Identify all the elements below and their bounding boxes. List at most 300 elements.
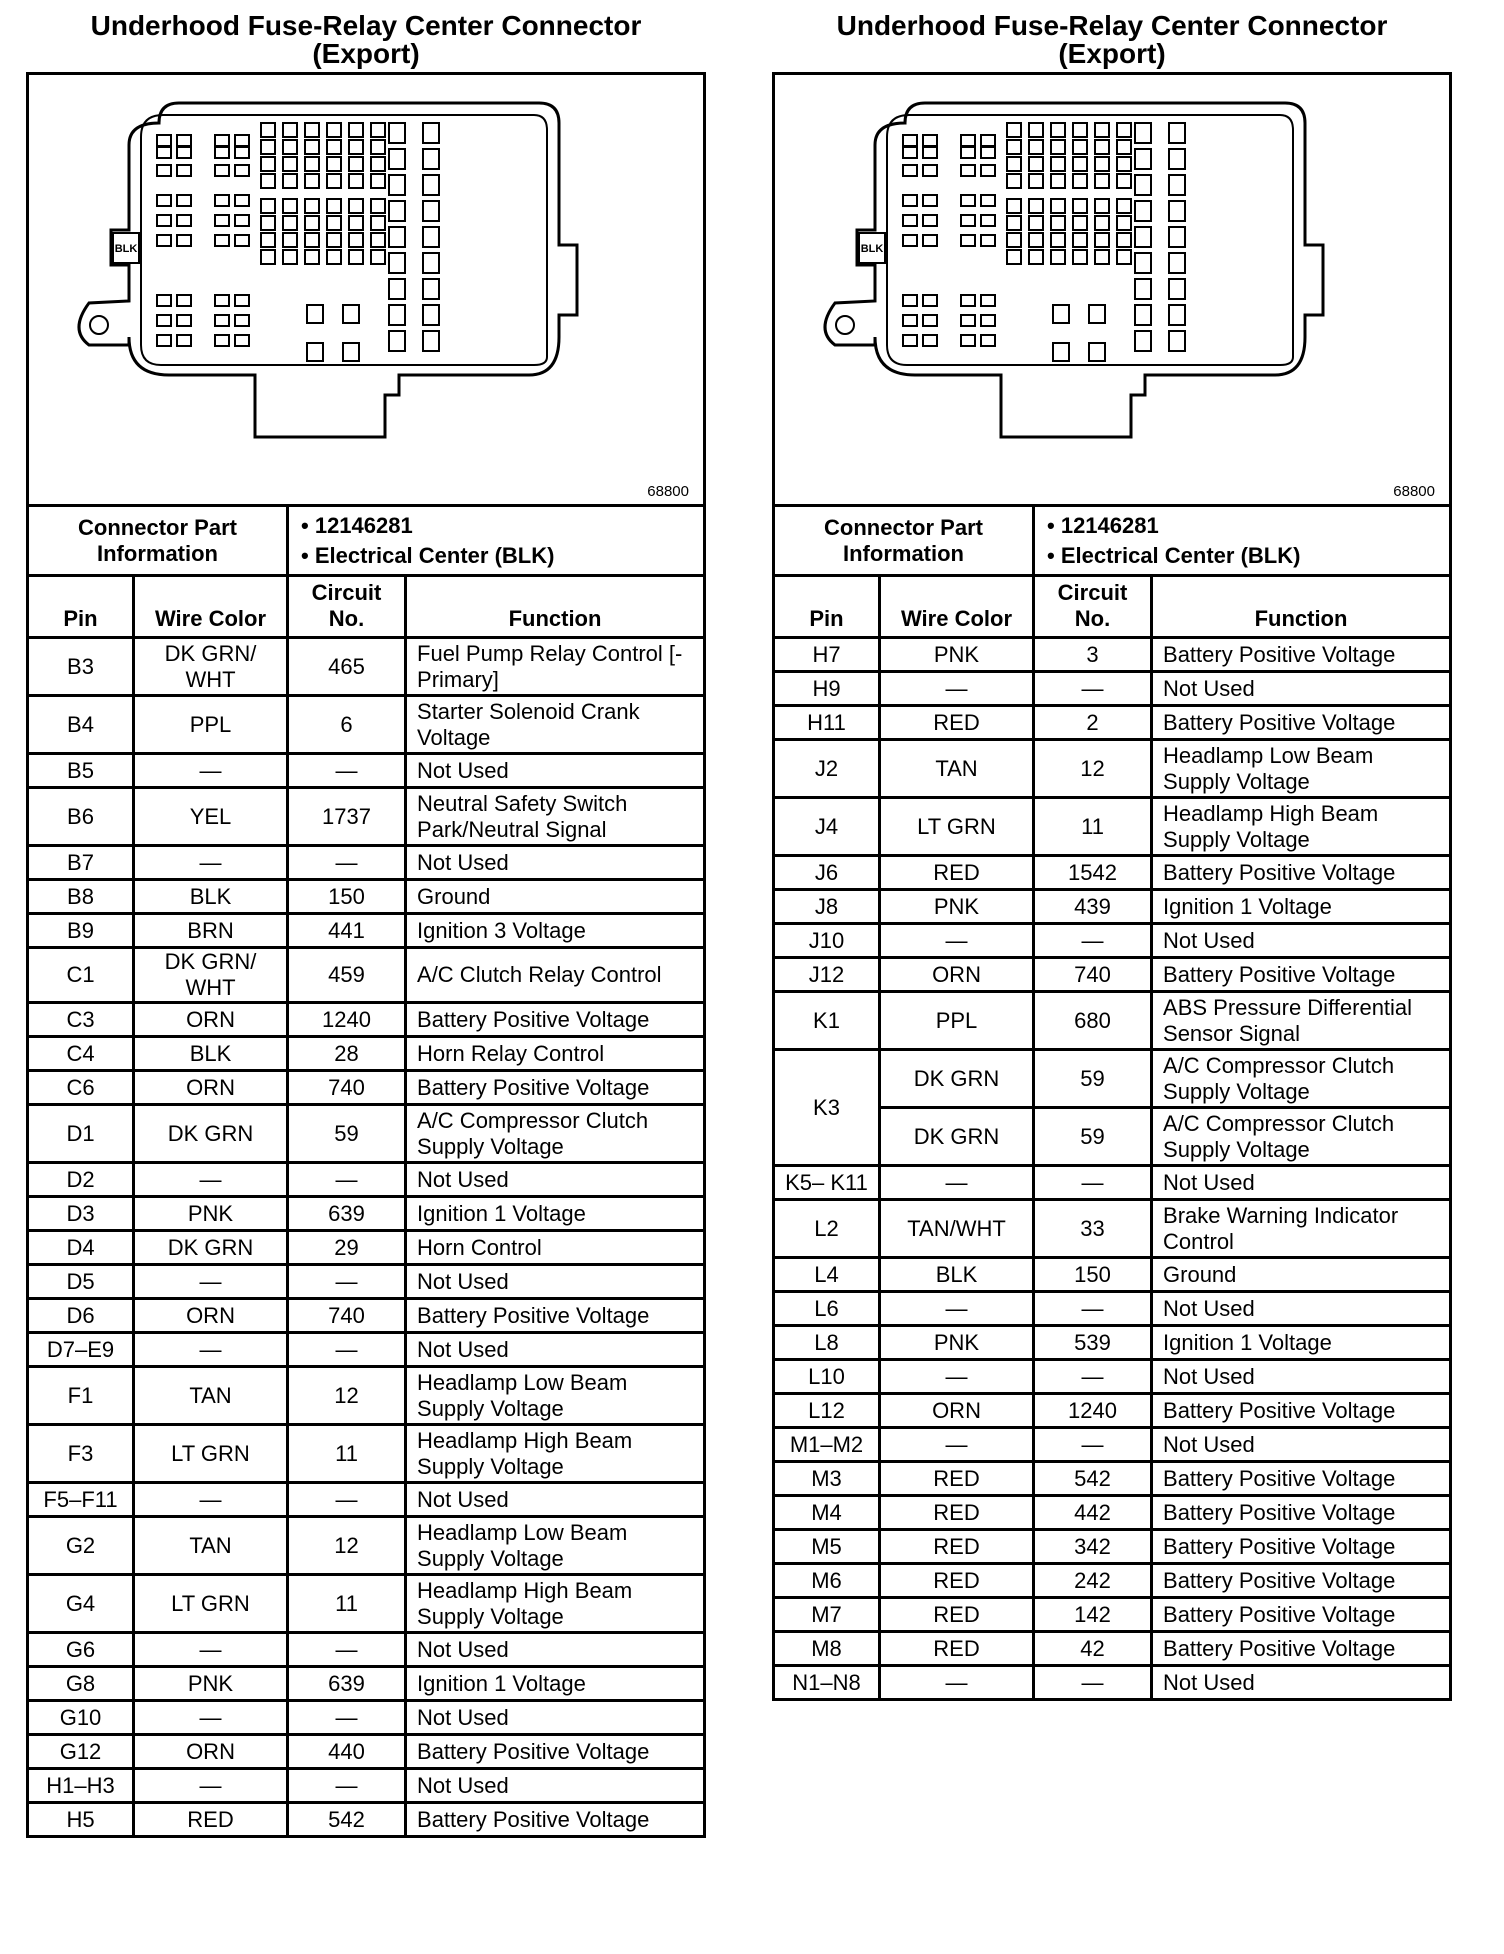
fuse-cavity bbox=[981, 135, 995, 146]
pin-cell: H1–H3 bbox=[28, 1769, 134, 1803]
pin-cell: H11 bbox=[774, 706, 880, 740]
fuse-cavity bbox=[903, 147, 917, 158]
relay-cavity bbox=[1073, 140, 1087, 154]
circuit-cell: 442 bbox=[1034, 1496, 1152, 1530]
pin-cell: G4 bbox=[28, 1575, 134, 1633]
title-line-1: Underhood Fuse-Relay Center Connector bbox=[836, 10, 1388, 41]
table-row bbox=[774, 924, 1451, 958]
fuse-cavity bbox=[177, 195, 191, 206]
function-cell: Not Used bbox=[1152, 924, 1451, 958]
function-cell: Ground bbox=[406, 880, 705, 914]
relay-cavity bbox=[1117, 233, 1131, 247]
pin-cell: L2 bbox=[774, 1200, 880, 1258]
maxi-fuse-cavity bbox=[389, 123, 405, 143]
fuse-cavity bbox=[177, 315, 191, 326]
maxi-fuse-cavity bbox=[423, 331, 439, 351]
fuse-cavity bbox=[961, 295, 975, 306]
wire-color-cell: — bbox=[880, 1666, 1034, 1700]
maxi-fuse-cavity bbox=[1135, 175, 1151, 195]
maxi-fuse-cavity bbox=[389, 227, 405, 247]
wire-color-cell: — bbox=[880, 1360, 1034, 1394]
relay-cavity bbox=[1073, 157, 1087, 171]
relay-cavity bbox=[1029, 123, 1043, 137]
function-cell: Ignition 3 Voltage bbox=[406, 914, 705, 948]
wire-color-cell: DK GRN bbox=[880, 1108, 1034, 1166]
relay-cavity bbox=[1095, 123, 1109, 137]
pin-cell: J2 bbox=[774, 740, 880, 798]
wire-color-cell: BLK bbox=[134, 1037, 288, 1071]
fuse-cavity bbox=[903, 165, 917, 176]
circuit-cell: 59 bbox=[1034, 1108, 1152, 1166]
function-cell: Battery Positive Voltage bbox=[1152, 706, 1451, 740]
wire-color-cell: ORN bbox=[880, 1394, 1034, 1428]
relay-cavity bbox=[1089, 343, 1105, 361]
circuit-cell: 59 bbox=[288, 1105, 406, 1163]
relay-cavity bbox=[1029, 250, 1043, 264]
relay-cavity bbox=[305, 233, 319, 247]
wire-color-cell: RED bbox=[880, 1564, 1034, 1598]
pin-cell: J4 bbox=[774, 798, 880, 856]
pin-cell: J12 bbox=[774, 958, 880, 992]
relay-cavity bbox=[283, 199, 297, 213]
table-row bbox=[28, 1231, 705, 1265]
circuit-cell: 539 bbox=[1034, 1326, 1152, 1360]
connector-info-values bbox=[1034, 506, 1451, 576]
relay-cavity bbox=[283, 123, 297, 137]
relay-cavity bbox=[349, 174, 363, 188]
table-row bbox=[774, 958, 1451, 992]
relay-cavity bbox=[1095, 174, 1109, 188]
relay-cavity bbox=[283, 140, 297, 154]
relay-cavity bbox=[371, 123, 385, 137]
relay-cavity bbox=[327, 174, 341, 188]
circuit-cell: — bbox=[288, 1265, 406, 1299]
relay-cavity bbox=[305, 199, 319, 213]
wire-color-cell: RED bbox=[880, 856, 1034, 890]
function-cell: Not Used bbox=[1152, 1166, 1451, 1200]
relay-cavity bbox=[305, 140, 319, 154]
maxi-fuse-cavity bbox=[1169, 201, 1185, 221]
fuse-cavity bbox=[923, 195, 937, 206]
wire-color-cell: PNK bbox=[880, 638, 1034, 672]
circuit-cell: 12 bbox=[288, 1367, 406, 1425]
pin-cell: B7 bbox=[28, 846, 134, 880]
circuit-cell: — bbox=[1034, 1166, 1152, 1200]
fuse-cavity bbox=[177, 235, 191, 246]
maxi-fuse-cavity bbox=[1169, 279, 1185, 299]
fuse-cavity bbox=[235, 195, 249, 206]
table-row bbox=[774, 638, 1451, 672]
blk-label: BLK bbox=[860, 243, 884, 255]
maxi-fuse-cavity bbox=[1169, 123, 1185, 143]
relay-cavity bbox=[1051, 216, 1065, 230]
fuse-cavity bbox=[923, 235, 937, 246]
pin-cell: D7–E9 bbox=[28, 1333, 134, 1367]
function-cell: Headlamp High Beam Supply Voltage bbox=[406, 1575, 705, 1633]
relay-cavity bbox=[371, 140, 385, 154]
wire-color-cell: BLK bbox=[134, 880, 288, 914]
function-cell: Not Used bbox=[406, 1265, 705, 1299]
fuse-cavity bbox=[177, 165, 191, 176]
fuse-cavity bbox=[903, 135, 917, 146]
relay-cavity bbox=[305, 157, 319, 171]
fuse-cavity bbox=[157, 135, 171, 146]
relay-cavity bbox=[261, 157, 275, 171]
relay-cavity bbox=[1029, 199, 1043, 213]
function-cell: Ignition 1 Voltage bbox=[406, 1197, 705, 1231]
maxi-fuse-cavity bbox=[423, 201, 439, 221]
relay-cavity bbox=[343, 343, 359, 361]
relay-cavity bbox=[1029, 233, 1043, 247]
fuse-cavity bbox=[215, 195, 229, 206]
maxi-fuse-cavity bbox=[423, 253, 439, 273]
header-wire-color: Wire Color bbox=[134, 576, 288, 638]
fuse-cavity bbox=[215, 315, 229, 326]
table-row bbox=[28, 846, 705, 880]
wire-color-cell: — bbox=[134, 1333, 288, 1367]
pin-cell: B6 bbox=[28, 788, 134, 846]
function-cell: Not Used bbox=[406, 1769, 705, 1803]
figure-number: 68800 bbox=[1393, 483, 1435, 500]
circuit-cell: 1240 bbox=[1034, 1394, 1152, 1428]
pin-cell: M7 bbox=[774, 1598, 880, 1632]
relay-cavity bbox=[1117, 216, 1131, 230]
table-row bbox=[28, 1333, 705, 1367]
table-row bbox=[774, 992, 1451, 1050]
fuse-cavity bbox=[157, 295, 171, 306]
fuse-cavity bbox=[157, 315, 171, 326]
relay-cavity bbox=[1029, 174, 1043, 188]
wire-color-cell: ORN bbox=[134, 1071, 288, 1105]
fuse-cavity bbox=[235, 147, 249, 158]
wire-color-cell: — bbox=[134, 846, 288, 880]
circuit-cell: 1737 bbox=[288, 788, 406, 846]
pin-rows bbox=[28, 638, 705, 1837]
table-row bbox=[28, 696, 705, 754]
circuit-cell: — bbox=[1034, 1428, 1152, 1462]
circuit-cell: 42 bbox=[1034, 1632, 1152, 1666]
relay-cavity bbox=[1051, 157, 1065, 171]
maxi-fuse-cavity bbox=[1135, 149, 1151, 169]
table-row bbox=[28, 1105, 705, 1163]
maxi-fuse-cavity bbox=[1169, 253, 1185, 273]
fuse-relay-center-drawing bbox=[775, 75, 1455, 507]
table-row bbox=[28, 1701, 705, 1735]
housing-inner-outline bbox=[141, 115, 547, 365]
pin-cell: D5 bbox=[28, 1265, 134, 1299]
pin-cell: K1 bbox=[774, 992, 880, 1050]
table-row bbox=[774, 672, 1451, 706]
fuse-cavity bbox=[923, 315, 937, 326]
fuse-cavity bbox=[961, 135, 975, 146]
wire-color-cell: ORN bbox=[134, 1003, 288, 1037]
fuse-cavity bbox=[903, 315, 917, 326]
maxi-fuse-cavity bbox=[1135, 253, 1151, 273]
table-row bbox=[28, 1667, 705, 1701]
wire-color-cell: RED bbox=[134, 1803, 288, 1837]
function-cell: Brake Warning Indicator Control bbox=[1152, 1200, 1451, 1258]
function-cell: Battery Positive Voltage bbox=[406, 1803, 705, 1837]
relay-cavity bbox=[1007, 174, 1021, 188]
connector-info-row bbox=[28, 506, 705, 576]
function-cell: Not Used bbox=[1152, 1360, 1451, 1394]
function-cell: Battery Positive Voltage bbox=[1152, 1598, 1451, 1632]
circuit-cell: — bbox=[1034, 924, 1152, 958]
function-cell: Not Used bbox=[1152, 1292, 1451, 1326]
relay-cavity bbox=[349, 199, 363, 213]
relay-cavity bbox=[283, 250, 297, 264]
wire-color-cell: ORN bbox=[880, 958, 1034, 992]
part-number: • 12146281 bbox=[1047, 512, 1159, 538]
relay-cavity bbox=[305, 123, 319, 137]
panel-title bbox=[26, 0, 706, 72]
pin-cell: L6 bbox=[774, 1292, 880, 1326]
table-row bbox=[28, 1037, 705, 1071]
wire-color-cell: RED bbox=[880, 1496, 1034, 1530]
circuit-cell: — bbox=[1034, 672, 1152, 706]
relay-cavity bbox=[1051, 174, 1065, 188]
pin-cell: H7 bbox=[774, 638, 880, 672]
pin-rows bbox=[774, 638, 1451, 1700]
relay-cavity bbox=[327, 157, 341, 171]
fuse-cavity bbox=[981, 335, 995, 346]
fuse-cavity bbox=[903, 215, 917, 226]
function-cell: Battery Positive Voltage bbox=[1152, 1496, 1451, 1530]
circuit-cell: 342 bbox=[1034, 1530, 1152, 1564]
wire-color-cell: PNK bbox=[880, 1326, 1034, 1360]
table-row bbox=[774, 1666, 1451, 1700]
relay-cavity bbox=[305, 216, 319, 230]
maxi-fuse-cavity bbox=[389, 201, 405, 221]
relay-cavity bbox=[1073, 123, 1087, 137]
relay-cavity bbox=[1095, 199, 1109, 213]
relay-cavity bbox=[327, 250, 341, 264]
wire-color-cell: LT GRN bbox=[134, 1425, 288, 1483]
table-row bbox=[28, 914, 705, 948]
title-line-2: (Export) bbox=[312, 38, 420, 69]
relay-cavity bbox=[327, 216, 341, 230]
function-cell: Ignition 1 Voltage bbox=[1152, 1326, 1451, 1360]
fuse-cavity bbox=[215, 335, 229, 346]
connector-info-values bbox=[288, 506, 705, 576]
maxi-fuse-cavity bbox=[389, 305, 405, 325]
table-row bbox=[774, 740, 1451, 798]
wire-color-cell: — bbox=[134, 1769, 288, 1803]
part-description: • Electrical Center (BLK) bbox=[301, 542, 555, 568]
table-row bbox=[774, 1050, 1451, 1108]
maxi-fuse-cavity bbox=[1135, 279, 1151, 299]
fuse-cavity bbox=[961, 165, 975, 176]
fuse-cavity bbox=[157, 195, 171, 206]
table-row bbox=[28, 1425, 705, 1483]
function-cell: Not Used bbox=[406, 1633, 705, 1667]
fuse-cavity bbox=[981, 147, 995, 158]
pin-cell: G2 bbox=[28, 1517, 134, 1575]
fuse-cavity bbox=[235, 235, 249, 246]
relay-cavity bbox=[1073, 199, 1087, 213]
table-row bbox=[774, 1360, 1451, 1394]
pin-cell: C3 bbox=[28, 1003, 134, 1037]
pin-cell: N1–N8 bbox=[774, 1666, 880, 1700]
circuit-cell: 1240 bbox=[288, 1003, 406, 1037]
wire-color-cell: — bbox=[134, 1701, 288, 1735]
wire-color-cell: PNK bbox=[134, 1667, 288, 1701]
relay-cavity bbox=[1007, 216, 1021, 230]
wire-color-cell: PNK bbox=[134, 1197, 288, 1231]
circuit-cell: 6 bbox=[288, 696, 406, 754]
circuit-cell: 142 bbox=[1034, 1598, 1152, 1632]
fuse-cavity bbox=[215, 135, 229, 146]
fuse-cavity bbox=[215, 165, 229, 176]
pin-cell: D4 bbox=[28, 1231, 134, 1265]
relay-cavity bbox=[1089, 305, 1105, 323]
circuit-cell: 242 bbox=[1034, 1564, 1152, 1598]
wire-color-cell: ORN bbox=[134, 1735, 288, 1769]
circuit-cell: — bbox=[288, 1769, 406, 1803]
fuse-cavity bbox=[981, 165, 995, 176]
wire-color-cell: ORN bbox=[134, 1299, 288, 1333]
relay-cavity bbox=[349, 216, 363, 230]
fuse-cavity bbox=[961, 335, 975, 346]
pin-cell: L12 bbox=[774, 1394, 880, 1428]
wire-color-cell: LT GRN bbox=[880, 798, 1034, 856]
pin-cell: B5 bbox=[28, 754, 134, 788]
circuit-cell: — bbox=[288, 1633, 406, 1667]
fuse-cavity bbox=[961, 235, 975, 246]
maxi-fuse-cavity bbox=[423, 279, 439, 299]
pin-cell: J6 bbox=[774, 856, 880, 890]
fuse-cavity bbox=[235, 335, 249, 346]
relay-cavity bbox=[349, 157, 363, 171]
function-cell: Headlamp High Beam Supply Voltage bbox=[406, 1425, 705, 1483]
pin-cell: M5 bbox=[774, 1530, 880, 1564]
wire-color-cell: BRN bbox=[134, 914, 288, 948]
table-row bbox=[28, 1735, 705, 1769]
pin-cell: G6 bbox=[28, 1633, 134, 1667]
function-cell: Battery Positive Voltage bbox=[1152, 638, 1451, 672]
fuse-cavity bbox=[961, 215, 975, 226]
wire-color-cell: — bbox=[134, 754, 288, 788]
function-cell: Fuel Pump Relay Control [- Primary] bbox=[406, 638, 705, 696]
circuit-cell: 542 bbox=[1034, 1462, 1152, 1496]
wire-color-cell: — bbox=[134, 1163, 288, 1197]
function-cell: Battery Positive Voltage bbox=[406, 1299, 705, 1333]
wire-color-cell: — bbox=[134, 1633, 288, 1667]
pin-cell: J8 bbox=[774, 890, 880, 924]
circuit-cell: 12 bbox=[1034, 740, 1152, 798]
circuit-cell: 440 bbox=[288, 1735, 406, 1769]
wire-color-cell: — bbox=[134, 1483, 288, 1517]
pin-cell: M1–M2 bbox=[774, 1428, 880, 1462]
relay-cavity bbox=[1007, 140, 1021, 154]
blk-label: BLK bbox=[114, 243, 138, 255]
fuse-cavity bbox=[235, 135, 249, 146]
connector-info-label: Connector Part Information bbox=[774, 506, 1034, 576]
relay-cavity bbox=[371, 216, 385, 230]
fuse-cavity bbox=[961, 147, 975, 158]
title-line-2: (Export) bbox=[1058, 38, 1166, 69]
maxi-fuse-cavity bbox=[389, 253, 405, 273]
table-row bbox=[774, 1564, 1451, 1598]
fuse-cavity bbox=[903, 295, 917, 306]
circuit-cell: 2 bbox=[1034, 706, 1152, 740]
pin-cell: L4 bbox=[774, 1258, 880, 1292]
function-cell: Horn Control bbox=[406, 1231, 705, 1265]
relay-cavity bbox=[1117, 123, 1131, 137]
relay-cavity bbox=[1073, 250, 1087, 264]
function-cell: Starter Solenoid Crank Voltage bbox=[406, 696, 705, 754]
relay-cavity bbox=[1051, 123, 1065, 137]
connector-info-label: Connector Part Information bbox=[28, 506, 288, 576]
table-row bbox=[28, 1197, 705, 1231]
table-row bbox=[28, 1575, 705, 1633]
maxi-fuse-cavity bbox=[423, 227, 439, 247]
pin-cell: D2 bbox=[28, 1163, 134, 1197]
wire-color-cell: LT GRN bbox=[134, 1575, 288, 1633]
circuit-cell: 740 bbox=[1034, 958, 1152, 992]
fuse-cavity bbox=[961, 315, 975, 326]
maxi-fuse-cavity bbox=[1135, 123, 1151, 143]
wire-color-cell: TAN bbox=[880, 740, 1034, 798]
function-cell: Not Used bbox=[406, 754, 705, 788]
table-row bbox=[774, 1462, 1451, 1496]
table-row bbox=[28, 754, 705, 788]
fuse-cavity bbox=[177, 147, 191, 158]
table-row bbox=[28, 638, 705, 696]
relay-cavity bbox=[1029, 216, 1043, 230]
table-row bbox=[28, 1367, 705, 1425]
function-cell: Ground bbox=[1152, 1258, 1451, 1292]
maxi-fuse-cavity bbox=[1169, 175, 1185, 195]
function-cell: Not Used bbox=[1152, 672, 1451, 706]
circuit-cell: 639 bbox=[288, 1667, 406, 1701]
relay-cavity bbox=[1117, 140, 1131, 154]
header-function: Function bbox=[406, 576, 705, 638]
table-row bbox=[774, 890, 1451, 924]
fuse-cavity bbox=[215, 235, 229, 246]
fuse-cavity bbox=[177, 335, 191, 346]
fuse-cavity bbox=[235, 295, 249, 306]
relay-cavity bbox=[1117, 157, 1131, 171]
fuse-cavity bbox=[981, 195, 995, 206]
circuit-cell: 3 bbox=[1034, 638, 1152, 672]
fuse-cavity bbox=[157, 165, 171, 176]
fuse-cavity bbox=[981, 295, 995, 306]
relay-cavity bbox=[1053, 305, 1069, 323]
fuse-cavity bbox=[235, 315, 249, 326]
housing-inner-outline bbox=[887, 115, 1293, 365]
pin-cell: C6 bbox=[28, 1071, 134, 1105]
table-row bbox=[28, 1163, 705, 1197]
function-cell: A/C Compressor Clutch Supply Voltage bbox=[406, 1105, 705, 1163]
maxi-fuse-cavity bbox=[389, 149, 405, 169]
circuit-cell: — bbox=[1034, 1292, 1152, 1326]
right-connector-panel bbox=[772, 0, 1452, 1701]
pin-cell: K5– K11 bbox=[774, 1166, 880, 1200]
function-cell: A/C Compressor Clutch Supply Voltage bbox=[1152, 1108, 1451, 1166]
relay-cavity bbox=[371, 157, 385, 171]
fuse-cavity bbox=[923, 165, 937, 176]
function-cell: Headlamp Low Beam Supply Voltage bbox=[406, 1367, 705, 1425]
relay-cavity bbox=[307, 343, 323, 361]
function-cell: Battery Positive Voltage bbox=[1152, 1564, 1451, 1598]
wire-color-cell: TAN/WHT bbox=[880, 1200, 1034, 1258]
function-cell: Headlamp Low Beam Supply Voltage bbox=[1152, 740, 1451, 798]
relay-cavity bbox=[327, 199, 341, 213]
pin-cell: D6 bbox=[28, 1299, 134, 1333]
part-number: • 12146281 bbox=[301, 512, 413, 538]
relay-cavity bbox=[283, 233, 297, 247]
